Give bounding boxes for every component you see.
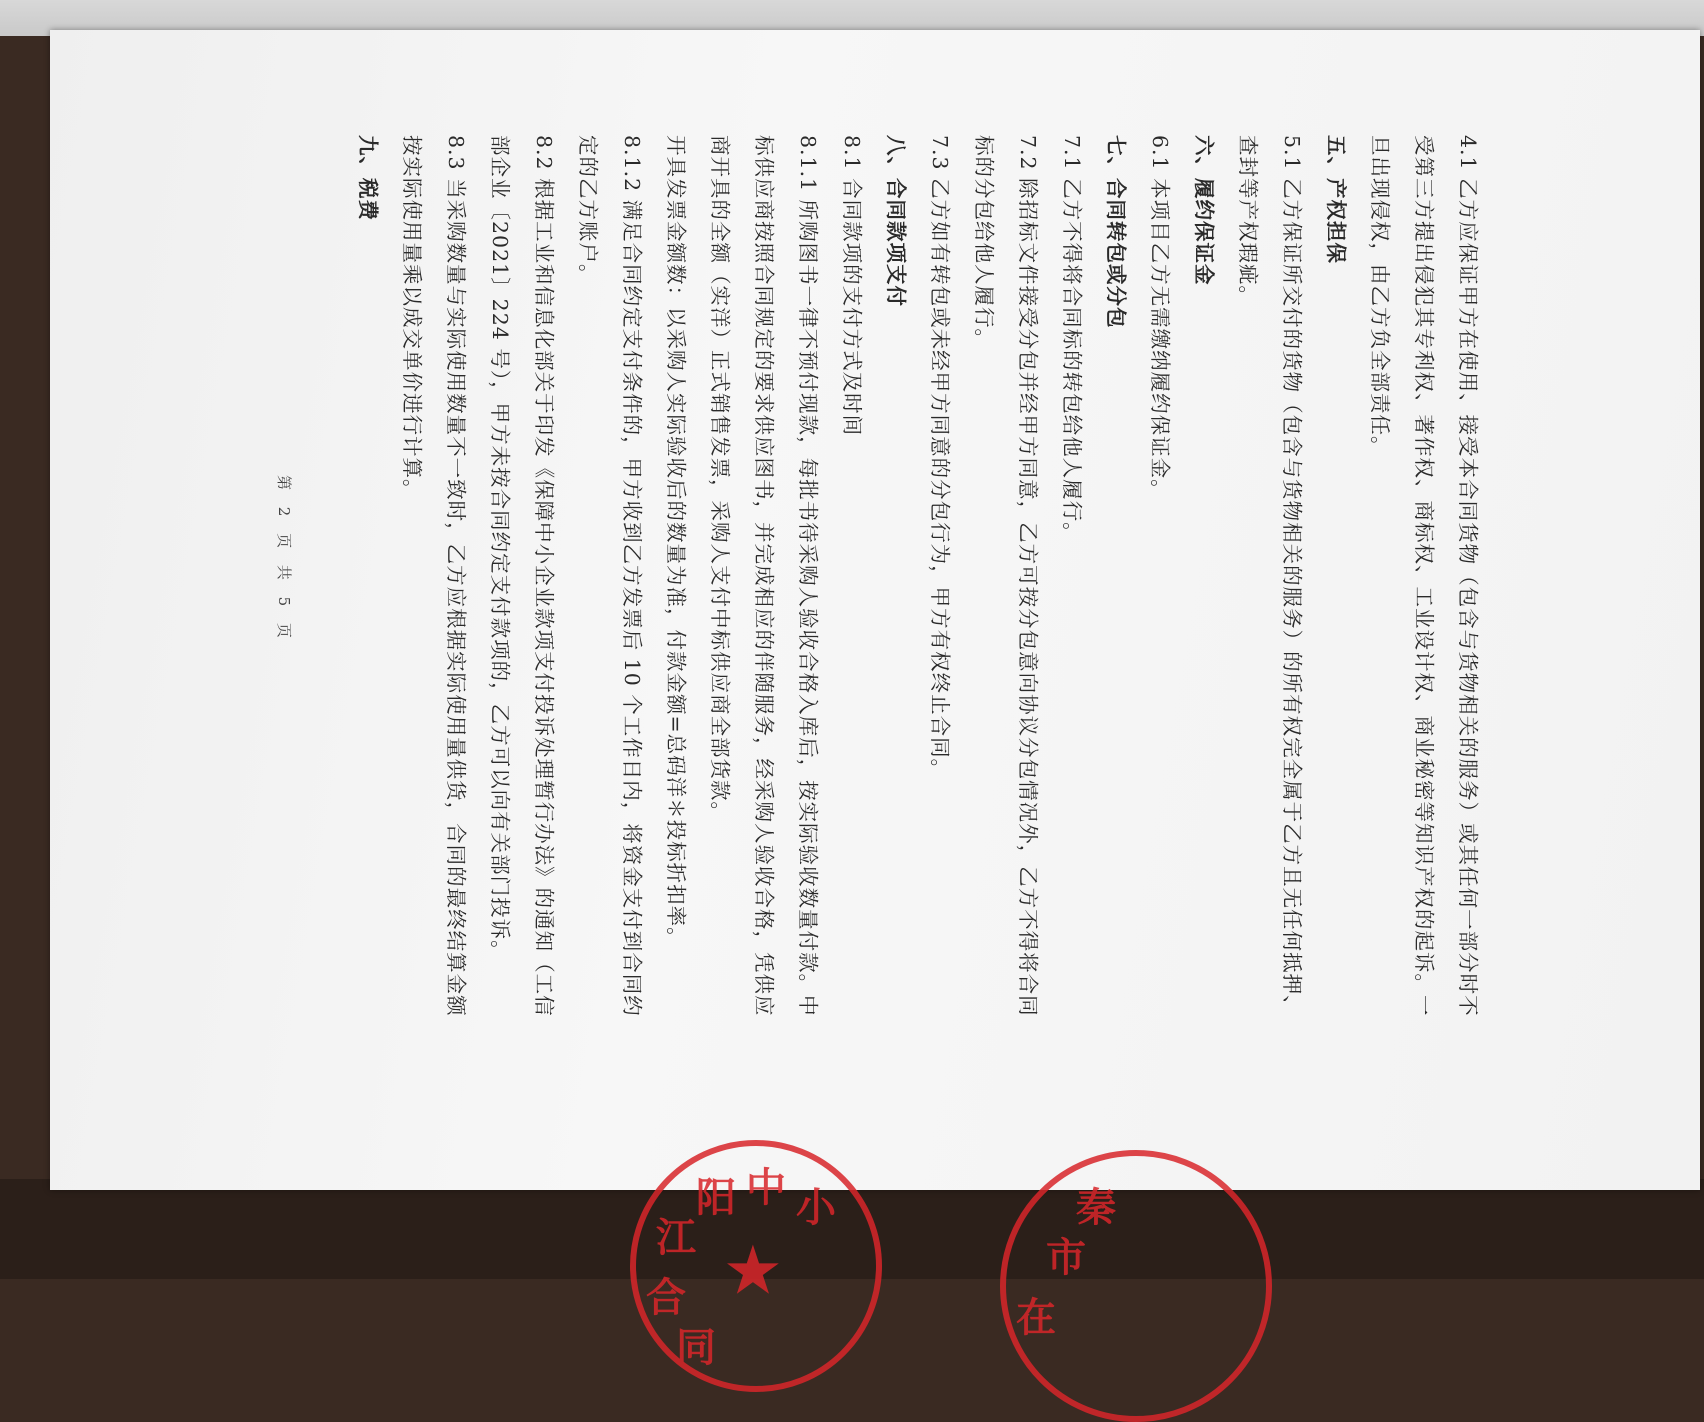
section-heading: 八、合同款项支付 bbox=[884, 135, 908, 307]
red-seal-left: 江 阳 中 小 合 同 ★ bbox=[630, 1140, 882, 1392]
paragraph-line: 8.1 合同款项的支付方式及时间 bbox=[840, 135, 864, 437]
paragraph-line: 按实际使用量乘以成交单价进行计算。 bbox=[400, 135, 424, 501]
paragraph-line: 标供应商按照合同规定的要求供应图书，并完成相应的伴随服务，经采购人验收合格，凭供应 bbox=[752, 135, 776, 1017]
paragraph-line: 旦出现侵权，由乙方负全部责任。 bbox=[1368, 135, 1392, 458]
paragraph-line: 7.1 乙方不得将合同标的转包给他人履行。 bbox=[1060, 135, 1084, 544]
paragraph-line: 8.3 当采购数量与实际使用数量不一致时，乙方应根据实际使用量供货，合同的最终结算金额 bbox=[444, 135, 468, 1017]
section-heading: 九、税费 bbox=[356, 135, 380, 221]
page-footer: 第 2 页 共 5 页 bbox=[275, 475, 293, 644]
paragraph-line: 6.1 本项目乙方无需缴纳履约保证金。 bbox=[1148, 135, 1172, 501]
paragraph-line: 商开具的全额（实洋）正式销售发票，采购人支付中标供应商全部货款。 bbox=[708, 135, 732, 823]
paragraph-line: 开具发票金额数：以采购人实际验收后的数量为准，付款金额=总码洋＊投标折扣率。 bbox=[664, 135, 688, 949]
paragraph-line: 定的乙方账户。 bbox=[576, 135, 600, 286]
paragraph-line: 查封等产权瑕疵。 bbox=[1236, 135, 1260, 307]
paragraph-line: 7.2 除招标文件接受分包并经甲方同意，乙方可按分包意向协议分包情况外，乙方不得将合同 bbox=[1016, 135, 1040, 1017]
paragraph-line: 7.3 乙方如有转包或未经甲方同意的分包行为，甲方有权终止合同。 bbox=[928, 135, 952, 781]
paragraph-line: 5.1 乙方保证所交付的货物（包含与货物相关的服务）的所有权完全属于乙方且无任何抵押、 bbox=[1280, 135, 1304, 1017]
red-seal-right: 秦 市 在 bbox=[1000, 1150, 1272, 1422]
paragraph-line: 部企业〔2021〕224 号），甲方未按合同约定支付款项的，乙方可以向有关部门投诉。 bbox=[488, 135, 512, 962]
paragraph-line: 8.1.2 满足合同约定支付条件的，甲方收到乙方发票后 10 个工作日内，将资金支付到合同约 bbox=[620, 135, 644, 1017]
paragraph-line: 8.2 根据工业和信息化部关于印发《保障中小企业款项支付投诉处理暂行办法》的通知（工信 bbox=[532, 135, 556, 1017]
paragraph-line: 受第三方提出侵犯其专利权、著作权、商标权、工业设计权、商业秘密等知识产权的起诉。一 bbox=[1412, 135, 1436, 1017]
paragraph-line: 8.1.1 所购图书一律不预付现款，每批书待采购人验收合格入库后，按实际验收数量付款。中 bbox=[796, 135, 820, 1017]
section-heading: 七、合同转包或分包 bbox=[1104, 135, 1128, 329]
section-heading: 五、产权担保 bbox=[1324, 135, 1348, 264]
rotated-text-block bbox=[195, 135, 1485, 1135]
section-heading: 六、履约保证金 bbox=[1192, 135, 1216, 286]
paragraph-line: 4.1 乙方应保证甲方在使用、接受本合同货物（包含与货物相关的服务）或其任何一部分时不 bbox=[1456, 135, 1480, 1017]
paragraph-line: 标的分包给他人履行。 bbox=[972, 135, 996, 350]
